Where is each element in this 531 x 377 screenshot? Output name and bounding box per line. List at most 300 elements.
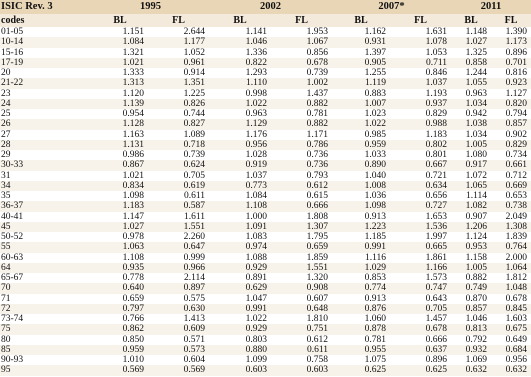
- value-cell-fl: 1.861: [425, 252, 447, 263]
- value-cell-bl: 1.021: [122, 57, 144, 68]
- row-code: 15-16: [1, 47, 24, 58]
- value-cell-fl: 2.114: [183, 273, 205, 283]
- value-cell-bl: 0.959: [122, 344, 144, 355]
- value-cell-bl: 1.108: [245, 201, 267, 212]
- value-cell-bl: 1.055: [465, 78, 487, 89]
- value-cell-fl: 1.437: [306, 88, 328, 99]
- subheader-bl: BL: [113, 15, 127, 26]
- value-cell-bl: 1.119: [364, 78, 386, 89]
- table-row: [0, 345, 531, 355]
- value-cell-bl: 0.905: [364, 57, 386, 68]
- value-cell-bl: 0.603: [245, 365, 267, 376]
- value-cell-bl: 1.325: [465, 47, 487, 58]
- value-cell-bl: 1.098: [364, 201, 386, 212]
- value-cell-fl: 1.307: [306, 221, 328, 232]
- value-cell-fl: 1.859: [306, 252, 328, 263]
- value-cell-bl: 1.099: [245, 355, 267, 365]
- value-cell-bl: 1.027: [122, 221, 144, 232]
- value-cell-bl: 1.110: [245, 78, 267, 89]
- value-cell-fl: 0.659: [306, 242, 328, 253]
- value-cell-fl: 0.609: [183, 324, 205, 335]
- value-cell-bl: 0.932: [465, 344, 487, 355]
- value-cell-bl: 1.022: [245, 98, 267, 109]
- row-code: 29: [1, 150, 11, 160]
- value-cell-bl: 0.955: [364, 344, 386, 355]
- value-cell-fl: 1.078: [425, 37, 447, 48]
- value-cell-bl: 0.974: [245, 242, 267, 253]
- value-cell-bl: 1.022: [245, 314, 267, 324]
- value-cell-fl: 0.793: [306, 170, 328, 181]
- value-cell-fl: 1.810: [306, 314, 328, 324]
- value-cell-bl: 1.046: [245, 37, 267, 48]
- row-code: 80: [1, 334, 11, 345]
- value-cell-fl: 0.736: [306, 150, 328, 160]
- value-cell-fl: 1.002: [306, 78, 328, 89]
- value-cell-bl: 1.034: [465, 98, 487, 109]
- row-code: 25: [1, 109, 11, 119]
- value-cell-bl: 1.082: [465, 201, 487, 212]
- subheader-fl: FL: [414, 15, 427, 26]
- value-cell-fl: 0.656: [425, 191, 447, 201]
- value-cell-fl: 0.718: [183, 139, 205, 150]
- value-cell-bl: 1.158: [465, 252, 487, 263]
- table-row: [0, 242, 531, 252]
- value-cell-fl: 0.786: [306, 139, 328, 150]
- value-cell-bl: 1.141: [245, 27, 267, 37]
- value-cell-bl: 0.797: [122, 303, 144, 314]
- table-row: [0, 365, 531, 375]
- row-code: 31: [1, 170, 11, 181]
- value-cell-bl: 0.998: [245, 88, 267, 99]
- value-cell-fl: 0.612: [306, 334, 328, 345]
- value-cell-bl: 1.010: [122, 355, 144, 365]
- value-cell-bl: 1.128: [122, 119, 144, 130]
- value-cell-bl: 0.931: [364, 37, 386, 48]
- value-cell-fl: 1.413: [183, 314, 205, 324]
- table-row: [0, 58, 531, 68]
- table-row: [0, 191, 531, 201]
- value-cell-fl: 0.896: [425, 355, 447, 365]
- value-cell-bl: 1.223: [364, 221, 386, 232]
- value-cell-fl: 0.816: [505, 68, 527, 78]
- value-cell-fl: 0.961: [183, 57, 205, 68]
- value-cell-bl: 1.084: [122, 37, 144, 48]
- row-code: 40-41: [1, 211, 24, 222]
- value-cell-fl: 0.666: [306, 201, 328, 212]
- table-row: [0, 27, 531, 37]
- value-cell-bl: 1.063: [122, 242, 144, 253]
- value-cell-bl: 0.883: [364, 88, 386, 99]
- value-cell-fl: 1.631: [425, 27, 447, 37]
- value-cell-bl: 0.917: [465, 160, 487, 171]
- row-code: 95: [1, 365, 11, 376]
- value-cell-fl: 0.845: [505, 303, 527, 314]
- value-cell-fl: 1.457: [425, 314, 447, 324]
- value-cell-bl: 1.022: [364, 119, 386, 130]
- table-row: [0, 171, 531, 181]
- table-row: [0, 304, 531, 314]
- value-cell-bl: 1.072: [465, 170, 487, 181]
- value-cell-bl: 1.139: [122, 98, 144, 109]
- value-cell-fl: 2.000: [505, 252, 527, 263]
- table-row: [0, 37, 531, 47]
- value-cell-bl: 0.985: [364, 129, 386, 140]
- value-cell-fl: 0.571: [183, 334, 205, 345]
- value-cell-fl: 1.839: [505, 232, 527, 242]
- table-row: [0, 314, 531, 324]
- subheader-fl: FL: [504, 15, 518, 26]
- value-cell-bl: 1.255: [364, 68, 386, 78]
- value-cell-bl: 0.870: [465, 293, 487, 304]
- table-row: [0, 99, 531, 109]
- value-cell-bl: 0.878: [364, 324, 386, 335]
- value-cell-bl: 0.891: [245, 273, 267, 283]
- value-cell-bl: 1.069: [465, 355, 487, 365]
- row-code: 17-19: [1, 57, 24, 68]
- value-cell-fl: 0.937: [425, 98, 447, 109]
- value-cell-bl: 0.929: [245, 324, 267, 335]
- value-cell-fl: 0.739: [306, 68, 328, 78]
- value-cell-bl: 1.151: [122, 27, 144, 37]
- year-header: 2011: [480, 1, 502, 12]
- row-code: 55: [1, 242, 11, 253]
- value-cell-bl: 0.942: [465, 109, 487, 119]
- value-cell-fl: 0.882: [306, 119, 328, 130]
- value-cell-bl: 0.913: [364, 293, 386, 304]
- value-cell-fl: 1.551: [183, 221, 205, 232]
- value-cell-bl: 1.038: [465, 119, 487, 130]
- value-cell-fl: 0.575: [183, 293, 205, 304]
- value-cell-fl: 1.037: [425, 78, 447, 89]
- row-code: 70: [1, 283, 11, 294]
- value-cell-fl: 0.667: [425, 160, 447, 171]
- row-code: 23: [1, 88, 11, 99]
- header-row-measures: [0, 14, 531, 27]
- value-cell-fl: 0.914: [183, 68, 205, 78]
- table-row: [0, 130, 531, 140]
- value-cell-fl: 0.612: [306, 180, 328, 191]
- value-cell-bl: 1.206: [465, 221, 487, 232]
- value-cell-bl: 1.040: [364, 170, 386, 181]
- table-row: [0, 263, 531, 273]
- row-code: 85: [1, 344, 11, 355]
- year-header: 2002: [260, 1, 281, 12]
- value-cell-fl: 0.701: [505, 57, 527, 68]
- row-code: 27: [1, 129, 11, 140]
- table-row: [0, 232, 531, 242]
- value-cell-fl: 0.637: [425, 344, 447, 355]
- header-codes-label: codes: [1, 15, 25, 26]
- value-cell-bl: 0.919: [245, 160, 267, 171]
- row-code: 24: [1, 98, 11, 109]
- value-cell-bl: 1.000: [245, 211, 267, 222]
- value-cell-bl: 0.867: [122, 160, 144, 171]
- value-cell-bl: 0.991: [364, 242, 386, 253]
- row-code: 01-05: [1, 27, 24, 37]
- value-cell-fl: 1.048: [505, 283, 527, 294]
- value-cell-fl: 0.988: [425, 119, 447, 130]
- value-cell-bl: 1.008: [364, 180, 386, 191]
- value-cell-bl: 0.953: [465, 242, 487, 253]
- value-cell-fl: 0.632: [505, 365, 527, 376]
- value-cell-bl: 0.880: [245, 344, 267, 355]
- table-body: [0, 27, 531, 376]
- value-cell-fl: 0.857: [505, 119, 527, 130]
- value-cell-bl: 1.075: [364, 355, 386, 365]
- value-cell-bl: 1.120: [122, 88, 144, 99]
- row-code: 28: [1, 139, 11, 150]
- value-cell-bl: 0.857: [465, 303, 487, 314]
- value-cell-fl: 0.587: [183, 201, 205, 212]
- row-code: 73-74: [1, 314, 24, 324]
- value-cell-fl: 0.665: [425, 242, 447, 253]
- value-cell-bl: 1.313: [122, 78, 144, 89]
- value-cell-bl: 1.029: [364, 262, 386, 273]
- table-row: [0, 181, 531, 191]
- value-cell-bl: 1.005: [465, 262, 487, 273]
- value-cell-fl: 0.751: [306, 324, 328, 335]
- value-cell-bl: 0.991: [245, 303, 267, 314]
- value-cell-fl: 1.351: [183, 78, 205, 89]
- table-row: [0, 119, 531, 129]
- value-cell-fl: 1.052: [183, 47, 205, 58]
- value-cell-bl: 0.907: [465, 211, 487, 222]
- row-code: 20: [1, 68, 11, 78]
- value-cell-fl: 1.603: [505, 314, 527, 324]
- value-cell-fl: 0.675: [505, 324, 527, 335]
- value-cell-fl: 0.744: [183, 109, 205, 119]
- value-cell-fl: 0.896: [505, 47, 527, 58]
- value-cell-bl: 1.091: [245, 221, 267, 232]
- value-cell-bl: 0.956: [245, 139, 267, 150]
- row-code: 71: [1, 293, 11, 304]
- value-cell-bl: 1.065: [465, 180, 487, 191]
- value-cell-bl: 0.954: [122, 109, 144, 119]
- value-cell-fl: 0.647: [183, 242, 205, 253]
- value-cell-fl: 0.764: [505, 242, 527, 253]
- row-code: 75: [1, 324, 11, 335]
- value-cell-fl: 1.808: [306, 211, 328, 222]
- value-cell-fl: 0.747: [425, 283, 447, 294]
- value-cell-fl: 0.897: [183, 283, 205, 294]
- value-cell-bl: 1.185: [364, 232, 386, 242]
- value-cell-fl: 0.711: [425, 57, 447, 68]
- table-row: [0, 109, 531, 119]
- table-row: [0, 335, 531, 345]
- value-cell-fl: 0.604: [183, 355, 205, 365]
- value-cell-bl: 0.882: [465, 273, 487, 283]
- value-cell-bl: 1.163: [122, 129, 144, 140]
- table-row: [0, 294, 531, 304]
- value-cell-bl: 1.244: [465, 68, 487, 78]
- value-cell-bl: 1.116: [364, 252, 386, 263]
- value-cell-bl: 1.083: [245, 232, 267, 242]
- table-row: [0, 140, 531, 150]
- subheader-bl: BL: [233, 15, 247, 26]
- value-cell-fl: 1.225: [183, 88, 205, 99]
- value-cell-fl: 1.193: [425, 88, 447, 99]
- value-cell-fl: 0.882: [306, 98, 328, 109]
- value-cell-fl: 0.684: [505, 344, 527, 355]
- table-row: [0, 355, 531, 365]
- value-cell-fl: 0.908: [306, 283, 328, 294]
- row-code: 60-63: [1, 252, 24, 263]
- value-cell-bl: 0.774: [364, 283, 386, 294]
- value-cell-fl: 0.794: [505, 109, 527, 119]
- value-cell-bl: 1.023: [364, 109, 386, 119]
- table-row: [0, 150, 531, 160]
- value-cell-bl: 0.640: [122, 283, 144, 294]
- value-cell-bl: 0.935: [122, 262, 144, 273]
- value-cell-bl: 1.183: [122, 201, 144, 212]
- value-cell-bl: 1.028: [245, 150, 267, 160]
- value-cell-bl: 1.037: [245, 170, 267, 181]
- value-cell-bl: 0.959: [364, 139, 386, 150]
- value-cell-fl: 0.856: [306, 47, 328, 58]
- value-cell-fl: 0.829: [425, 109, 447, 119]
- value-cell-fl: 0.705: [183, 170, 205, 181]
- value-cell-fl: 0.573: [183, 344, 205, 355]
- value-cell-fl: 1.573: [425, 273, 447, 283]
- row-code: 34: [1, 180, 11, 191]
- value-cell-bl: 1.084: [245, 191, 267, 201]
- value-cell-fl: 0.781: [306, 109, 328, 119]
- value-cell-bl: 0.773: [245, 180, 267, 191]
- value-cell-bl: 0.632: [465, 365, 487, 376]
- value-cell-bl: 1.129: [245, 119, 267, 130]
- row-code: 45: [1, 221, 11, 232]
- table-row: [0, 222, 531, 232]
- row-code: 90-93: [1, 355, 24, 365]
- value-cell-fl: 0.634: [425, 180, 447, 191]
- value-cell-bl: 1.034: [465, 129, 487, 140]
- table-row: [0, 283, 531, 293]
- value-cell-bl: 0.986: [122, 150, 144, 160]
- value-cell-fl: 1.308: [505, 221, 527, 232]
- value-cell-fl: 0.615: [306, 191, 328, 201]
- value-cell-fl: 0.611: [183, 191, 205, 201]
- value-cell-bl: 1.098: [122, 191, 144, 201]
- value-cell-fl: 0.648: [306, 303, 328, 314]
- value-cell-fl: 1.795: [306, 232, 328, 242]
- value-cell-bl: 0.659: [122, 293, 144, 304]
- value-cell-bl: 1.088: [245, 252, 267, 263]
- table-row: [0, 89, 531, 99]
- value-cell-fl: 0.607: [306, 293, 328, 304]
- value-cell-fl: 1.536: [425, 221, 447, 232]
- value-cell-fl: 0.727: [425, 201, 447, 212]
- value-cell-fl: 0.923: [505, 78, 527, 89]
- value-cell-fl: 0.846: [425, 68, 447, 78]
- row-code: 50-52: [1, 232, 24, 242]
- value-cell-fl: 2.260: [183, 232, 205, 242]
- row-code: 21-22: [1, 78, 24, 89]
- value-cell-fl: 0.826: [183, 98, 205, 109]
- value-cell-bl: 1.007: [364, 98, 386, 109]
- value-cell-fl: 0.721: [425, 170, 447, 181]
- value-cell-bl: 0.876: [364, 303, 386, 314]
- table-row: [0, 253, 531, 263]
- value-cell-fl: 0.712: [505, 170, 527, 181]
- value-cell-fl: 1.166: [425, 262, 447, 273]
- value-cell-bl: 1.005: [465, 139, 487, 150]
- value-cell-fl: 0.739: [183, 150, 205, 160]
- value-cell-fl: 0.758: [306, 355, 328, 365]
- value-cell-fl: 0.678: [505, 293, 527, 304]
- value-cell-bl: 0.778: [122, 273, 144, 283]
- value-cell-bl: 1.036: [364, 191, 386, 201]
- value-cell-fl: 1.177: [183, 37, 205, 48]
- table-row: [0, 48, 531, 58]
- value-cell-fl: 0.649: [505, 334, 527, 345]
- value-cell-fl: 0.736: [306, 160, 328, 171]
- value-cell-bl: 0.858: [465, 57, 487, 68]
- value-cell-fl: 2.644: [183, 27, 205, 37]
- value-cell-fl: 1.953: [306, 27, 328, 37]
- value-cell-bl: 1.046: [465, 314, 487, 324]
- value-cell-bl: 0.792: [465, 334, 487, 345]
- subheader-bl: BL: [464, 15, 478, 26]
- value-cell-fl: 1.183: [425, 129, 447, 140]
- value-cell-fl: 0.820: [505, 98, 527, 109]
- value-cell-bl: 1.027: [465, 37, 487, 48]
- value-cell-fl: 0.956: [505, 355, 527, 365]
- value-cell-bl: 1.293: [245, 68, 267, 78]
- row-code: 72: [1, 303, 11, 314]
- value-cell-fl: 0.734: [505, 150, 527, 160]
- value-cell-bl: 1.060: [364, 314, 386, 324]
- value-cell-bl: 0.803: [245, 334, 267, 345]
- value-cell-fl: 2.049: [505, 211, 527, 222]
- value-cell-fl: 1.173: [505, 37, 527, 48]
- value-cell-bl: 1.148: [465, 27, 487, 37]
- value-cell-bl: 0.929: [245, 262, 267, 273]
- value-cell-fl: 0.827: [183, 119, 205, 130]
- header-row-years: [0, 0, 531, 14]
- value-cell-bl: 0.978: [122, 232, 144, 242]
- value-cell-bl: 0.963: [245, 109, 267, 119]
- value-cell-bl: 1.397: [364, 47, 386, 58]
- value-cell-bl: 0.890: [364, 160, 386, 171]
- value-cell-fl: 0.902: [505, 129, 527, 140]
- value-cell-fl: 1.127: [505, 88, 527, 99]
- value-cell-fl: 0.643: [425, 293, 447, 304]
- value-cell-bl: 0.569: [122, 365, 144, 376]
- value-cell-bl: 1.176: [245, 129, 267, 140]
- value-cell-fl: 0.624: [183, 160, 205, 171]
- value-cell-bl: 1.124: [465, 232, 487, 242]
- value-cell-bl: 0.749: [465, 283, 487, 294]
- row-code: 30-33: [1, 160, 24, 171]
- table-row: [0, 78, 531, 88]
- value-cell-fl: 0.999: [183, 252, 205, 263]
- value-cell-bl: 1.131: [122, 139, 144, 150]
- value-cell-fl: 0.630: [183, 303, 205, 314]
- value-cell-bl: 1.108: [122, 252, 144, 263]
- value-cell-fl: 0.611: [306, 344, 328, 355]
- value-cell-fl: 0.569: [183, 365, 205, 376]
- subheader-fl: FL: [172, 15, 185, 26]
- value-cell-fl: 0.666: [425, 334, 447, 345]
- value-cell-fl: 1.089: [183, 129, 205, 140]
- value-cell-fl: 0.801: [425, 150, 447, 160]
- value-cell-bl: 1.162: [364, 27, 386, 37]
- value-cell-fl: 1.171: [306, 129, 328, 140]
- value-cell-fl: 1.653: [425, 211, 447, 222]
- value-cell-bl: 0.813: [465, 324, 487, 335]
- year-header: 2007*: [378, 1, 405, 12]
- value-cell-bl: 1.336: [245, 47, 267, 58]
